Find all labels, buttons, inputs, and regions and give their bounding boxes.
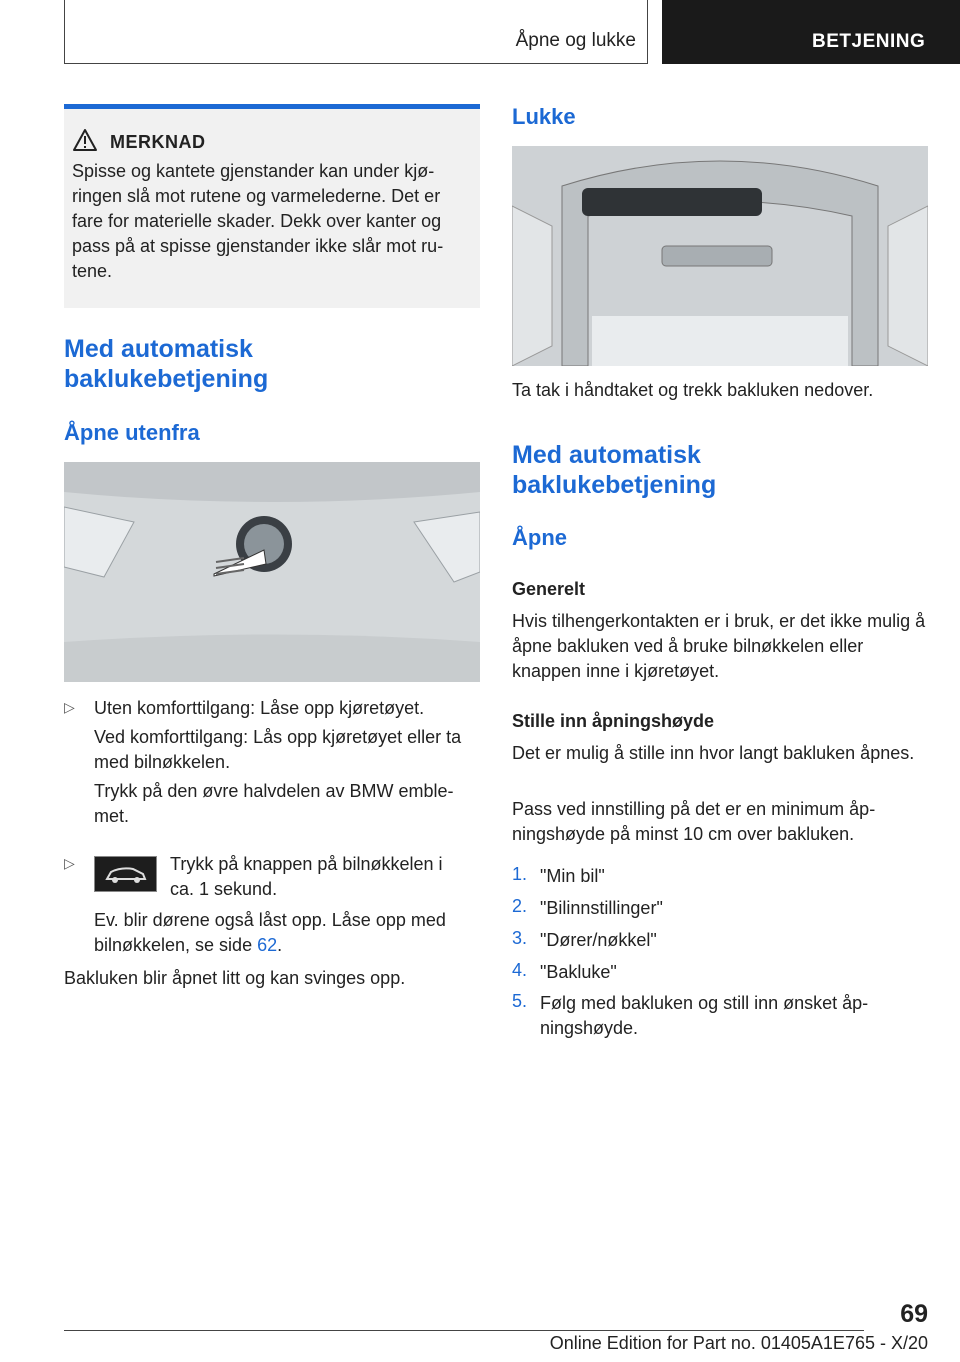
bullet-marker: ▷ <box>64 855 75 871</box>
height-title: Stille inn åpningshøyde <box>512 711 715 731</box>
step-text: "Dører/nøkkel" <box>540 930 657 950</box>
list-item <box>64 696 480 829</box>
subheading-open: Åpne <box>512 525 567 550</box>
list-item <box>512 960 928 991</box>
header-chapter-tab: BETJENING <box>662 0 960 64</box>
step-number: 3. <box>512 928 528 948</box>
step-number: 1. <box>512 864 528 884</box>
section-heading: Med automatisk baklukebetjening <box>512 441 717 499</box>
list-item <box>512 896 928 928</box>
footer-divider <box>64 1330 864 1331</box>
heading-close: Lukke <box>512 104 576 129</box>
note-box <box>64 104 480 308</box>
bullet-text: Trykk på den øvre halvdelen av BMW emblemet. <box>94 781 454 826</box>
footer-edition: Online Edition for Part no. 01405A1E765 - X/20 <box>549 1333 928 1353</box>
bullet-text: Trykk på knappen på bilnøkkelen i ca. 1 sekund. <box>170 854 443 899</box>
height-text: Pass ved innstilling på det er en minimum åpningshøyde på minst 10 cm over bakluken. <box>512 799 876 844</box>
step-number: 2. <box>512 896 528 916</box>
subheading-open-outside: Åpne utenfra <box>64 420 200 445</box>
page-link[interactable]: 62 <box>257 935 278 955</box>
closing-text: Bakluken blir åpnet litt og kan svinges opp. <box>64 968 406 988</box>
bullet-text: Ev. blir dørene også låst opp. Låse opp med bilnøkkelen, se side 62. <box>94 910 446 955</box>
steps-list <box>512 864 928 1041</box>
step-text: "Min bil" <box>540 866 605 886</box>
bullet-text: Ved komforttilgang: Lås opp kjøretøyet eller ta med bilnøkkelen. <box>94 727 462 772</box>
height-text: Det er mulig å stille inn hvor langt bakluken åpnes. <box>512 743 915 763</box>
step-text: Følg med bakluken og still inn ønsket åpningshøyde. <box>540 993 869 1038</box>
list-item <box>512 991 928 1041</box>
step-text: "Bilinnstillinger" <box>540 898 663 918</box>
header-section-title: Åpne og lukke <box>515 30 636 51</box>
bullet-marker: ▷ <box>64 699 75 715</box>
tailgate-emblem-image <box>64 462 480 682</box>
step-number: 5. <box>512 991 528 1011</box>
tailgate-handle-image <box>512 146 928 366</box>
step-number: 4. <box>512 960 528 980</box>
section-heading: Med automatisk baklukebetjening <box>64 335 269 393</box>
general-text: Hvis tilhengerkontakten er i bruk, er det ikke mulig å åpne bakluken ved å bruke bilnøkkelen eller knappen inne i kjøretøyet. <box>512 611 926 681</box>
note-text: Spisse og kantete gjenstander kan under kjøringen slå mot rutene og varmelederne. Det er fare for materielle skader. Dekk over kanter og pass på at spisse gjenstander ikke slår mot rutene. <box>72 161 444 281</box>
list-item <box>64 852 480 899</box>
note-title: MERKNAD <box>110 132 206 152</box>
page-number: 69 <box>900 1300 928 1328</box>
general-title: Generelt <box>512 579 586 599</box>
image-caption: Ta tak i håndtaket og trekk bakluken nedover. <box>512 380 874 400</box>
car-key-button-icon <box>94 856 157 892</box>
list-item <box>512 928 928 960</box>
list-item <box>512 864 928 896</box>
warning-icon <box>72 128 98 152</box>
bullet-text: Uten komforttilgang: Låse opp kjøretøyet. <box>94 698 425 718</box>
step-text: "Bakluke" <box>540 962 617 982</box>
